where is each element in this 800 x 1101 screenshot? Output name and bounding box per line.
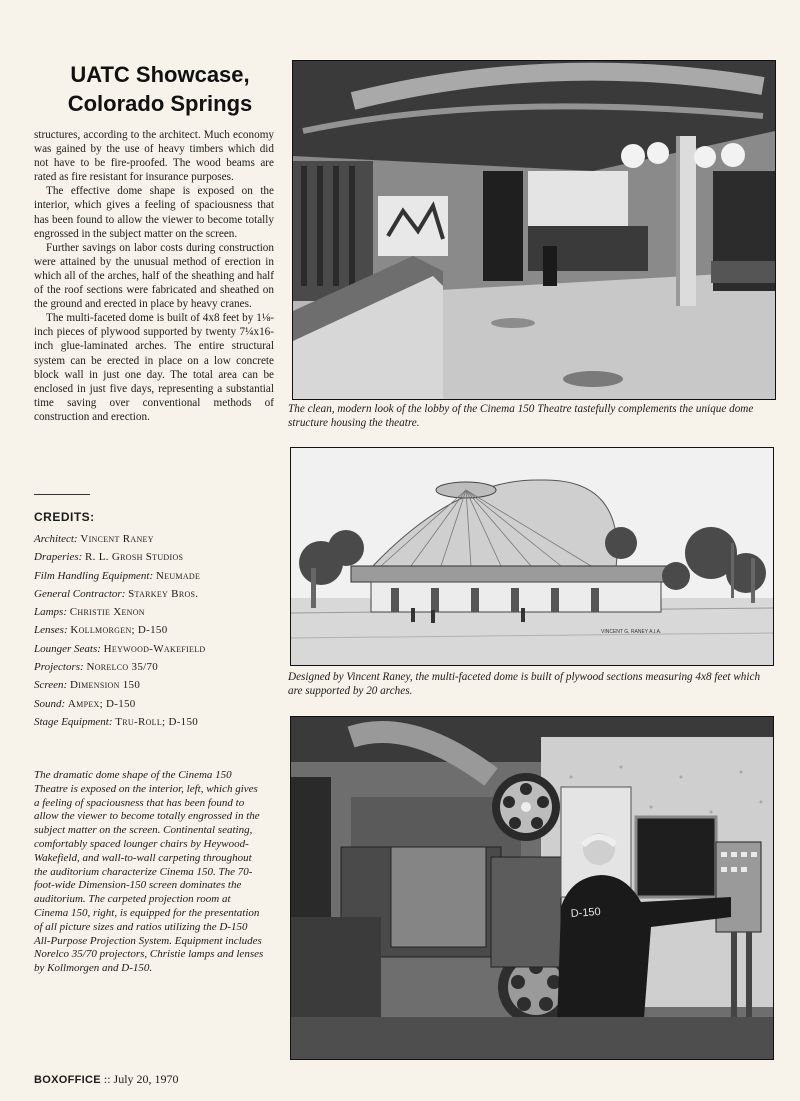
title-line-1: UATC Showcase, <box>70 62 250 87</box>
credit-line <box>34 621 284 639</box>
side-caption: The dramatic dome shape of the Cinema 150 Theatre is exposed on the interior, left, which gives a feeling of spaciousness that has been found to allow the viewer to become totally engrossed in the subject matter on the screen. Continental seating, comfortably spaced lounger chairs by Heywood-Wakefield, and wall-to-wall carpeting throughout the auditorium characterize Cinema 150. The 70-foot-wide Dimension-150 screen dominates the auditorium. The carpeted projection room at Cinema 150, right, is equipped for the presentation of all picture sizes and ratios utilizing the D-150 All-Purpose Projection System. Equipment includes Norelco 35/70 projectors, Christie lamps and lenses by Kollmorgen and D-150. <box>34 769 264 975</box>
credit-role: Film Handling Equipment: <box>34 569 154 582</box>
credit-role: Architect: <box>34 533 78 545</box>
projection-room-art <box>291 717 773 1059</box>
rendering-signature: VINCENT G. RANEY A.I.A. <box>601 629 662 635</box>
credit-role: Lenses: <box>34 624 68 637</box>
credit-value: Neumade <box>155 569 201 582</box>
credit-line <box>34 695 284 713</box>
paragraph: structures, according to the architect. Much economy was gained by the use of heavy timbers which did not have to be fire-proofed. The wood beams are rated as fire resistant for insurance purposes. <box>34 129 274 184</box>
credit-role: Lounger Seats: <box>34 642 101 655</box>
credit-role: Draperies: <box>34 551 83 564</box>
footer-separator: :: <box>103 1072 111 1086</box>
credit-line <box>34 676 284 694</box>
credit-value: R. L. Grosh Studios <box>85 551 184 564</box>
credit-role: Stage Equipment: <box>34 715 113 728</box>
dome-rendering-art <box>291 448 773 665</box>
credit-role: Sound: <box>34 697 66 710</box>
credit-value: Kollmorgen; D-150 <box>70 624 168 637</box>
page-footer <box>34 1072 179 1087</box>
title-line-2: Colorado Springs <box>67 91 253 116</box>
lobby-photo <box>292 60 776 400</box>
credit-role: Screen: <box>34 679 68 692</box>
credit-role: General Contractor: <box>34 587 126 600</box>
credit-value: Christie Xenon <box>69 606 145 619</box>
section-divider <box>34 494 90 495</box>
credit-line <box>34 548 284 566</box>
credit-line <box>34 567 284 585</box>
operator-badge: D-150 <box>570 905 602 920</box>
publication-name: BOXOFFICE <box>34 1074 101 1086</box>
lobby-caption: The clean, modern look of the lobby of the Cinema 150 Theatre tastefully complements the unique dome structure housing the theatre. <box>288 403 754 429</box>
lobby-photo-art <box>293 61 775 399</box>
credit-line <box>34 658 284 676</box>
credit-line <box>34 603 284 621</box>
credit-line <box>34 640 284 658</box>
credits-heading: CREDITS: <box>34 510 95 524</box>
credit-value: Tru-Roll; D-150 <box>115 715 199 728</box>
paragraph: The multi-faceted dome is built of 4x8 feet by 1⅛-inch pieces of plywood supported by twenty 7¼x16-inch glue-laminated arches. The entire structural system can be erected in place on a low concrete block wall in just one day. The total area can be enclosed in just five days, representing a substantial time saving over conventional methods of construction and erection. <box>34 312 274 423</box>
article-body <box>34 128 274 424</box>
article-title <box>40 60 280 118</box>
credit-value: Norelco 35/70 <box>86 661 159 674</box>
credit-line <box>34 530 284 548</box>
credit-line <box>34 585 284 603</box>
credit-value: Heywood-Wakefield <box>103 642 206 655</box>
paragraph: The effective dome shape is exposed on the interior, which gives a feeling of spaciousness that has been found to allow the viewer to become totally engrossed in the subject matter on the screen. <box>34 185 274 240</box>
credit-line <box>34 713 284 731</box>
paragraph: Further savings on labor costs during construction were attained by the unusual method of erection in which all of the arches, half of the sheathing and half of the roof sections were fabricated and sheathed on the ground and erected in place by heavy cranes. <box>34 241 274 311</box>
dome-caption: Designed by Vincent Raney, the multi-faceted dome is built of plywood sections measuring 4x8 feet which are supported by 20 arches. <box>288 671 761 697</box>
credit-value: Dimension 150 <box>69 679 141 692</box>
credit-value: Starkey Bros. <box>128 587 199 600</box>
credit-value: Vincent Raney <box>80 533 154 545</box>
projection-room-photo <box>290 716 774 1060</box>
credits-list <box>34 530 284 731</box>
credit-value: Ampex; D-150 <box>67 697 136 710</box>
credit-role: Projectors: <box>34 661 84 674</box>
credit-role: Lamps: <box>34 606 68 619</box>
issue-date: July 20, 1970 <box>113 1072 179 1086</box>
dome-rendering-photo <box>290 447 774 666</box>
